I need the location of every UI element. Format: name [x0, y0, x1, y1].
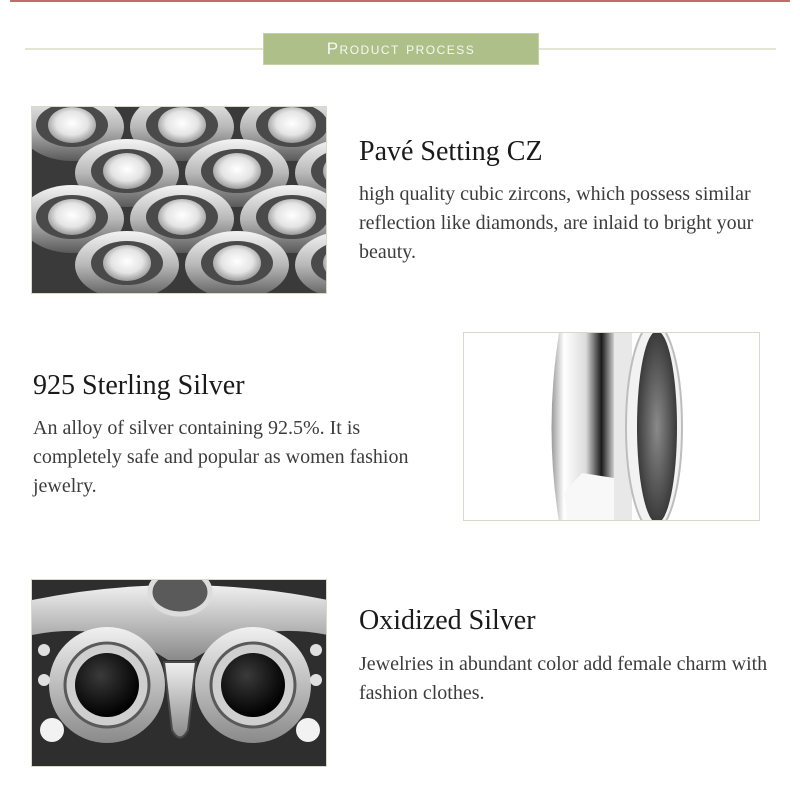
section-banner — [263, 33, 539, 65]
oxidized-owl-image — [31, 579, 327, 767]
header-divider-right — [538, 48, 776, 50]
feature-title-oxidized: Oxidized Silver — [359, 605, 536, 636]
owl-face-graphic — [32, 580, 327, 767]
feature-desc-sterling: An alloy of silver containing 92.5%. It is completely safe and popular as women fashion jewelry. — [33, 417, 409, 497]
feature-title-sterling: 925 Sterling Silver — [33, 370, 245, 401]
feature-desc-oxidized: Jewelries in abundant color add female charm with fashion clothes. — [359, 653, 768, 704]
section-title: Product process — [326, 39, 476, 58]
feature-title-pave: Pavé Setting CZ — [359, 136, 543, 167]
pave-pattern-graphic — [32, 107, 327, 294]
silver-ring-image — [463, 332, 760, 521]
ring-band-graphic — [464, 333, 760, 521]
top-accent-rule — [10, 0, 790, 2]
header-divider-left — [25, 48, 263, 50]
feature-desc-pave: high quality cubic zircons, which possess similar reflection like diamonds, are inlaid to bright your beauty. — [359, 183, 754, 263]
pave-cz-image — [31, 106, 327, 294]
